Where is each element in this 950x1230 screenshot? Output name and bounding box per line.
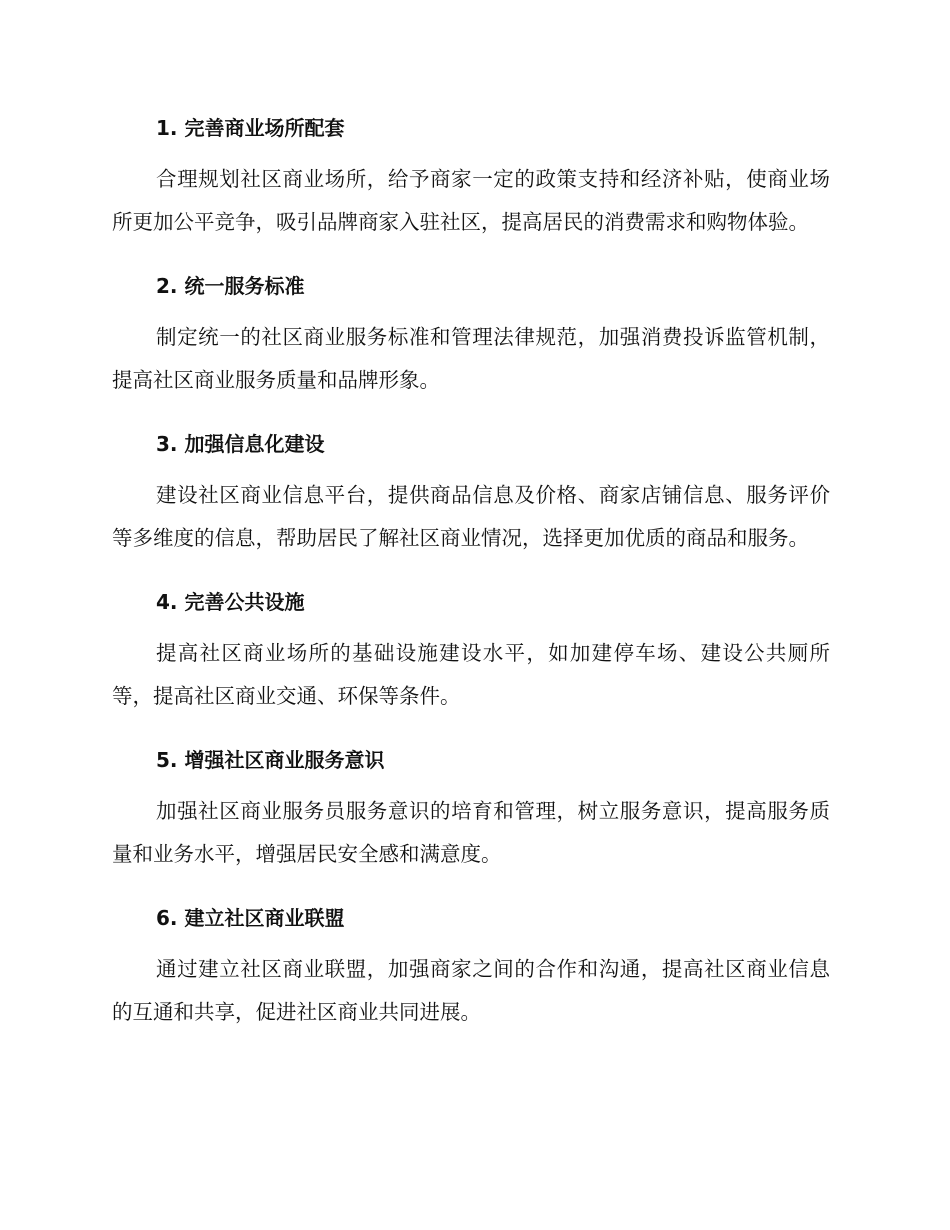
section-paragraph: 建设社区商业信息平台，提供商品信息及价格、商家店铺信息、服务评价等多维度的信息，帮助居民了解社区商业情况，选择更加优质的商品和服务。 (112, 483, 830, 550)
section-heading: 4. 完善公共设施 (156, 590, 305, 614)
section-heading: 5. 增强社区商业服务意识 (156, 748, 385, 772)
section-paragraph: 通过建立社区商业联盟，加强商家之间的合作和沟通，提高社区商业信息的互通和共享，促进社区商业共同进展。 (112, 957, 830, 1024)
section-heading: 6. 建立社区商业联盟 (156, 906, 345, 930)
section-3 (112, 424, 830, 560)
section-1 (112, 108, 830, 244)
document-content (112, 108, 830, 1034)
section-heading: 3. 加强信息化建设 (156, 432, 325, 456)
section-2 (112, 266, 830, 402)
section-6 (112, 898, 830, 1034)
section-paragraph: 加强社区商业服务员服务意识的培育和管理，树立服务意识，提高服务质量和业务水平，增强居民安全感和满意度。 (112, 799, 830, 866)
section-paragraph: 提高社区商业场所的基础设施建设水平，如加建停车场、建设公共厕所等，提高社区商业交通、环保等条件。 (112, 641, 830, 708)
section-4 (112, 582, 830, 718)
section-heading: 1. 完善商业场所配套 (156, 116, 345, 140)
section-heading: 2. 统一服务标准 (156, 274, 305, 298)
section-5 (112, 740, 830, 876)
section-paragraph: 制定统一的社区商业服务标准和管理法律规范，加强消费投诉监管机制，提高社区商业服务质量和品牌形象。 (112, 325, 830, 392)
section-paragraph: 合理规划社区商业场所，给予商家一定的政策支持和经济补贴，使商业场所更加公平竞争，吸引品牌商家入驻社区，提高居民的消费需求和购物体验。 (112, 167, 830, 234)
